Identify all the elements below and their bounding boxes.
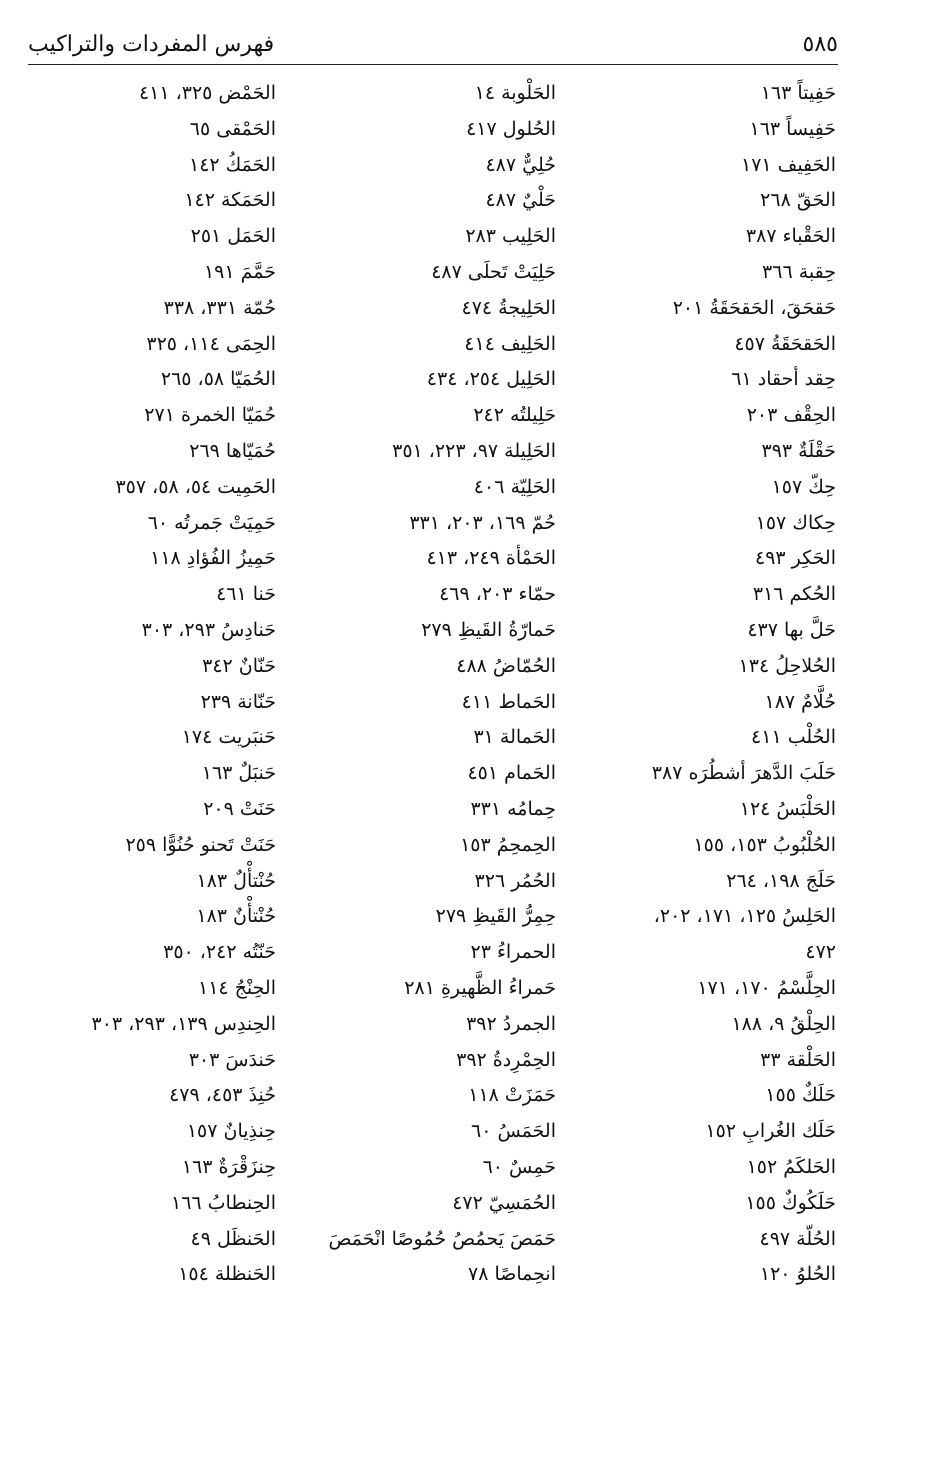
- index-entry: الحَلِيلة ٩٧، ٢٢٣، ٣٥١: [392, 439, 556, 462]
- index-entry: الحُمُر ٣٢٦: [474, 869, 556, 892]
- index-entry: الحَمْقى ٦٥: [189, 117, 276, 140]
- index-entry: حَلَكُوكٌ ١٥٥: [745, 1191, 836, 1214]
- index-entry: حِقبة ٣٦٦: [762, 260, 836, 283]
- index-entry: الحَماط ٤١١: [461, 690, 556, 713]
- index-entry: الحَفِيف ١٧١: [740, 153, 836, 176]
- index-entry: الحُمَيّا ٥٨، ٢٦٥: [160, 368, 276, 391]
- index-entry: حُلَّامٌ ١٨٧: [764, 690, 836, 713]
- index-entry: حَندَسَ ٣٠٣: [188, 1048, 276, 1071]
- index-entry: حَنادِسُ ٢٩٣، ٣٠٣: [141, 618, 276, 641]
- index-entry: الحُلْب ٤١١: [751, 726, 836, 749]
- index-entry: الحَلْوبة ١٤: [474, 82, 556, 104]
- index-entry: الحَمْض ٣٢٥، ٤١١: [138, 82, 276, 104]
- index-entry: حَفِيساً ١٦٣: [749, 117, 836, 140]
- index-entry: حَمَصَ يَحمُصُ حُمُوصًا انْحَمَصَ: [328, 1227, 556, 1250]
- index-entry: الحَقْباء ٣٨٧: [745, 225, 836, 248]
- index-entry: الحَلِيف ٤١٤: [464, 332, 556, 355]
- index-entry: الحَلِيّة ٤٠٦: [473, 475, 556, 498]
- index-entry: حَلِيَتْ تَحلَى ٤٨٧: [431, 260, 556, 283]
- index-entry: الحَلِيجةُ ٤٧٤: [461, 296, 556, 319]
- index-entry: الحُلّة ٤٩٧: [759, 1227, 836, 1250]
- index-entry: حَمراءُ الظَّهيرةِ ٢٨١: [404, 976, 556, 999]
- index-entry: الحُكم ٣١٦: [752, 583, 836, 606]
- index-entry: الحُمَسِيّ ٤٧٢: [452, 1191, 556, 1214]
- index-entry: حِكّ ١٥٧: [771, 475, 836, 498]
- index-entry: الحَلِيب ٢٨٣: [465, 225, 556, 248]
- index-entry: الحِلْقُ ٩، ١٨٨: [731, 1012, 836, 1035]
- index-entry: حَلِيلتُه ٢٤٢: [473, 404, 556, 427]
- index-entry: الحَلْقة ٣٣: [760, 1048, 836, 1071]
- index-entry: الحَمَكة ١٤٢: [184, 189, 276, 212]
- index-entry: حُنْتأْلٌ ١٨٣: [196, 869, 276, 892]
- index-entry: الحِمَى ١١٤، ٣٢٥: [146, 332, 276, 355]
- index-entry: حَلَكٌ ١٥٥: [765, 1084, 836, 1107]
- index-entry: انحِماصًا ٧٨: [468, 1263, 556, 1286]
- index-entry: الحِقْف ٢٠٣: [746, 404, 836, 427]
- index-entry: حَمِيَتْ جَمرتُه ٦٠: [147, 511, 276, 534]
- index-entry: حَمَّمَ ١٩١: [203, 260, 276, 283]
- index-entry: حُمَيّاها ٢٦٩: [189, 439, 276, 462]
- index-entry: الحِندِس ١٣٩، ٢٩٣، ٣٠٣: [91, 1012, 276, 1035]
- index-entry: الحُلْبُوبُ ١٥٣، ١٥٥: [693, 833, 836, 856]
- index-entry: الحِمحِمُ ١٥٣: [460, 833, 556, 856]
- index-entry: الجمردُ ٣٩٢: [466, 1012, 556, 1035]
- index-entry: الحُلاحِلُ ١٣٤: [738, 654, 836, 677]
- index-entry: الحَكِر ٤٩٣: [755, 547, 836, 570]
- index-entry: حَفِيتاً ١٦٣: [760, 82, 836, 104]
- index-entry: الحِمْرِدةُ ٣٩٢: [456, 1048, 556, 1071]
- index-entry: حَنبَلٌ ١٦٣: [201, 762, 276, 785]
- index-entry: الحُلول ٤١٧: [466, 117, 556, 140]
- index-entry: حَمَزَتْ ١١٨: [468, 1084, 556, 1107]
- index-entry: حُلِيٌّ ٤٨٧: [485, 153, 556, 176]
- index-entry: حِمامُه ٣٣١: [470, 797, 556, 820]
- index-entry: حَقْلَةٌ ٣٩٣: [761, 439, 836, 462]
- index-entry: حَنبَريت ١٧٤: [181, 726, 276, 749]
- index-entry: حُمّ ١٦٩، ٢٠٣، ٣٣١: [409, 511, 556, 534]
- index-entry: حُمَيّا الخمرة ٢٧١: [144, 404, 276, 427]
- header-rule: [28, 64, 838, 65]
- index-entry: حِنذِيانٌ ١٥٧: [186, 1120, 276, 1143]
- index-entry: الحمراءُ ٢٣: [470, 941, 556, 964]
- index-entry: حمّاء ٢٠٣، ٤٦٩: [439, 583, 556, 606]
- index-entry: حَلَبَ الدَّهرَ أشطُرَه ٣٨٧: [651, 762, 836, 785]
- index-entry: حَلْيٌ ٤٨٧: [485, 189, 556, 212]
- index-entry: حَقحَقَ، الحَقحَقَةُ ٢٠١: [672, 296, 836, 319]
- index-entry: حَنّانة ٢٣٩: [200, 690, 276, 713]
- index-entry: الحُلوُ ١٢٠: [759, 1263, 836, 1286]
- index-entry: حَنَتْ ٢٠٩: [203, 797, 276, 820]
- index-entry: ٤٧٢: [805, 941, 836, 964]
- index-entry: حَنّانٌ ٣٤٢: [202, 654, 276, 677]
- index-entry: الحَنظَل ٤٩: [190, 1227, 276, 1250]
- index-entry: الحَمالة ٣١: [473, 726, 556, 749]
- index-entry: الحَلِيل ٢٥٤، ٤٣٤: [426, 368, 556, 391]
- index-entry: الحِنْجُ ١١٤: [198, 976, 276, 999]
- index-entry: الحَقحَقَةُ ٤٥٧: [734, 332, 836, 355]
- page-number: ٥٨٥: [802, 32, 838, 57]
- index-column-left: [6, 76, 276, 1293]
- index-entry: الحَمْأة ٢٤٩، ٤١٣: [426, 547, 556, 570]
- index-entry: الحَمَسُ ٦٠: [470, 1120, 556, 1143]
- index-column-middle: [286, 76, 556, 1293]
- index-entry: حَنا ٤٦١: [216, 583, 276, 606]
- index-entry: حِقد أحقاد ٦١: [731, 368, 836, 391]
- index-entry: الحَمَل ٢٥١: [190, 225, 276, 248]
- index-entry: حَمِيزُ الفُؤادِ ١١٨: [150, 547, 276, 570]
- running-title: فهرس المفردات والتراكيب: [28, 32, 275, 57]
- index-entry: حِمِرُّ القَيظِ ٢٧٩: [435, 905, 556, 928]
- index-entry: حَنّتُه ٢٤٢، ٣٥٠: [163, 941, 276, 964]
- index-entry: حُنِذَ ٤٥٣، ٤٧٩: [169, 1084, 276, 1107]
- index-entry: حَلَك الغُرابِ ١٥٢: [705, 1120, 836, 1143]
- index-entry: الحِلَّسْمُ ١٧٠، ١٧١: [697, 976, 836, 999]
- index-columns: [40, 76, 836, 1296]
- index-entry: الحَقّ ٢٦٨: [760, 189, 836, 212]
- index-entry: حَلَجَ ١٩٨، ٢٦٤: [726, 869, 836, 892]
- index-entry: حَلَّ بها ٤٣٧: [747, 618, 836, 641]
- index-entry: حَنَتْ تَحنو حُنُوًّا ٢٥٩: [125, 833, 276, 856]
- index-entry: الحَنظلة ١٥٤: [178, 1263, 276, 1286]
- index-entry: الحَلْبَسُ ١٢٤: [739, 797, 836, 820]
- index-entry: حِنزَقْرَةٌ ١٦٣: [181, 1155, 276, 1178]
- index-entry: الحِنطابُ ١٦٦: [171, 1191, 276, 1214]
- index-entry: حُنْتأْنٌ ١٨٣: [196, 905, 276, 928]
- index-entry: الحَلكَمُ ١٥٢: [746, 1155, 836, 1178]
- index-entry: الحَلِسُ ١٢٥، ١٧١، ٢٠٢،: [653, 905, 836, 928]
- index-column-right: [566, 76, 836, 1293]
- index-entry: حِكاك ١٥٧: [755, 511, 836, 534]
- index-entry: حَمارّةُ القَيظِ ٢٧٩: [421, 618, 556, 641]
- index-entry: الحُمّاضُ ٤٨٨: [456, 654, 556, 677]
- index-entry: الحَمِيت ٥٤، ٥٨، ٣٥٧: [115, 475, 276, 498]
- index-entry: الحَمام ٤٥١: [467, 762, 556, 785]
- index-entry: الحَمَكُ ١٤٢: [189, 153, 276, 176]
- index-entry: حَمِسٌ ٦٠: [482, 1155, 556, 1178]
- index-entry: حُمّة ٣٣١، ٣٣٨: [163, 296, 276, 319]
- page-header: [28, 30, 838, 64]
